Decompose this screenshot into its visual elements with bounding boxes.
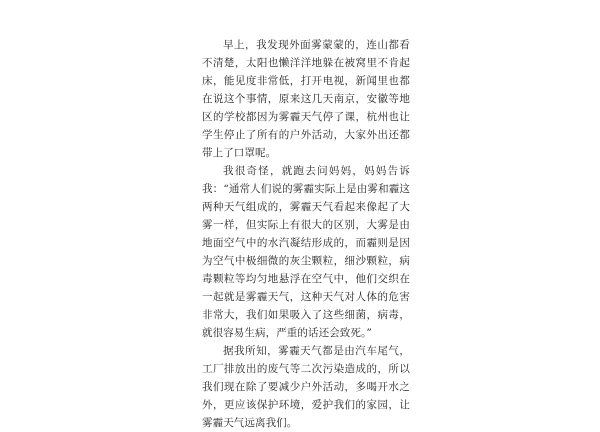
article-body — [202, 36, 410, 432]
paragraph-3: 据我所知，雾霾天气都是由汽车尾气，工厂排放出的废气等二次污染造成的，所以我们现在除了要减少户外活动，多喝开水之外，更应该保护环境，爱护我们的家园，让雾霾天气远离我们。 — [202, 345, 410, 429]
paragraph-2: 我很奇怪，就跑去问妈妈，妈妈告诉我：“通常人们说的雾霾实际上是由雾和霾这两种天气组成的，雾霾天气看起来像起了大雾一样，但实际上有很大的区别，大雾是由地面空气中的水汽凝结形成的，而霾则是因为空气中极细微的灰尘颗粒，细沙颗粒，病毒颗粒等均匀地悬浮在空气中，他们交织在一起就是雾霾天气，这种天气对人体的危害非常大，我们如果吸入了这些细菌，病毒，就很容易生病，严重的话还会致死。” — [202, 165, 410, 339]
paragraph-1: 早上，我发现外面雾蒙蒙的，连山都看不清楚，太阳也懒洋洋地躲在被窝里不肯起床，能见度非常低，打开电视，新闻里也都在说这个事情，原来这几天南京，安徽等地区的学校都因为雾霾天气停了课，杭州也让学生停止了所有的户外活动，大家外出还都带上了口罩呢。 — [202, 39, 410, 159]
